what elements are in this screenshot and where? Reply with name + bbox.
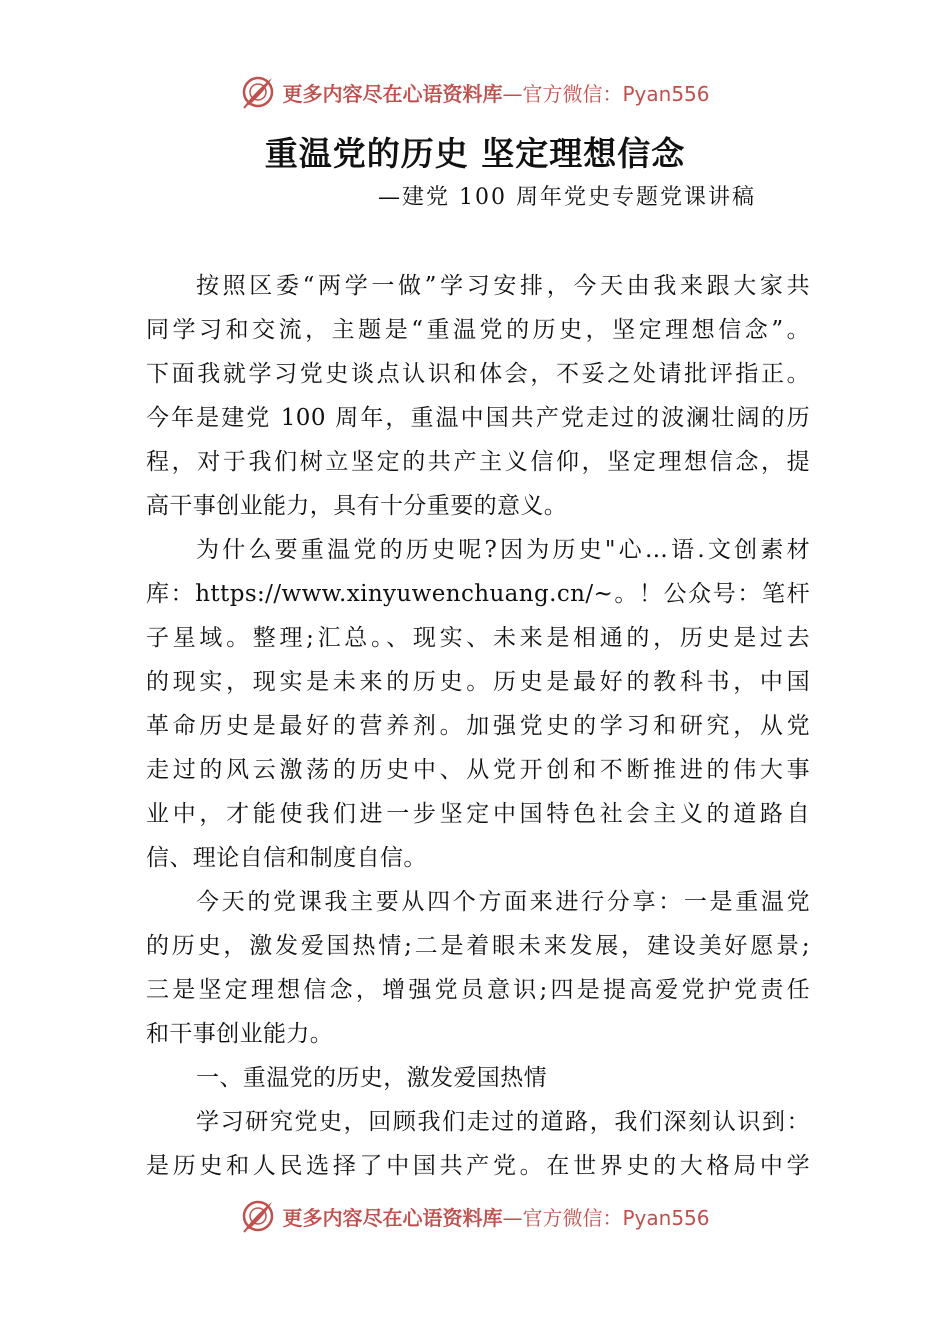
body-line: 今天的党课我主要从四个方面来进行分享：一是重温党 bbox=[196, 889, 810, 915]
body-line: 按照区委“两学一做”学习安排，今天由我来跟大家共 bbox=[196, 273, 810, 299]
body-line: 和干事创业能力。 bbox=[146, 1021, 334, 1047]
watermark-label: 官方微信： bbox=[522, 1205, 623, 1230]
body-line: 下面我就学习党史谈点认识和体会，不妥之处请批评指正。 bbox=[146, 361, 810, 387]
watermark-separator: — bbox=[502, 81, 523, 106]
document-title: 重温党的历史 坚定理想信念 bbox=[264, 134, 686, 173]
body-line: 业中，才能使我们进一步坚定中国特色社会主义的道路自 bbox=[146, 801, 810, 827]
quill-logo-icon bbox=[240, 74, 276, 110]
body-line: 走过的风云激荡的历史中、从党开创和不断推进的伟大事 bbox=[146, 757, 810, 783]
body-line: 今年是建党 100 周年，重温中国共产党走过的波澜壮阔的历 bbox=[146, 405, 810, 431]
body-line: 为什么要重温党的历史呢?因为历史"心…语.文创素材 bbox=[196, 537, 810, 563]
body-line: 程，对于我们树立坚定的共产主义信仰，坚定理想信念，提 bbox=[146, 449, 810, 475]
body-line: 同学习和交流，主题是“重温党的历史，坚定理想信念”。 bbox=[146, 317, 810, 343]
body-line: 的现实，现实是未来的历史。历史是最好的教科书，中国 bbox=[146, 669, 810, 695]
body-line: 的历史，激发爱国热情;二是着眼未来发展，建设美好愿景; bbox=[146, 933, 810, 959]
document-subtitle: —建党 100 周年党史专题党课讲稿 bbox=[378, 185, 756, 210]
document-body bbox=[146, 264, 810, 1188]
body-line: 子星域。整理;汇总。、现实、未来是相通的，历史是过去 bbox=[146, 625, 810, 651]
footer-watermark bbox=[0, 1196, 950, 1236]
body-line: 学习研究党史，回顾我们走过的道路，我们深刻认识到： bbox=[196, 1109, 810, 1135]
section-heading: 一、重温党的历史，激发爱国热情 bbox=[196, 1065, 547, 1091]
body-line: 三是坚定理想信念，增强党员意识;四是提高爱党护党责任 bbox=[146, 977, 810, 1003]
body-line: 信、理论自信和制度自信。 bbox=[146, 845, 427, 871]
body-line: 库：https://www.xinyuwenchuang.cn/~。！公众号：笔杆 bbox=[146, 581, 810, 607]
body-line: 革命历史是最好的营养剂。加强党史的学习和研究，从党 bbox=[146, 713, 810, 739]
header-watermark bbox=[0, 72, 950, 112]
watermark-main: 更多内容尽在心语资料库 bbox=[282, 1205, 503, 1230]
watermark-handle: Pyan556 bbox=[622, 81, 710, 106]
watermark-separator: — bbox=[502, 1205, 523, 1230]
watermark-text bbox=[282, 1202, 709, 1231]
body-line: 是历史和人民选择了中国共产党。在世界史的大格局中学 bbox=[146, 1153, 810, 1179]
quill-logo-icon bbox=[240, 1198, 276, 1234]
watermark-handle: Pyan556 bbox=[622, 1205, 710, 1230]
watermark-main: 更多内容尽在心语资料库 bbox=[282, 81, 503, 106]
body-line: 高干事创业能力，具有十分重要的意义。 bbox=[146, 493, 568, 519]
watermark-label: 官方微信： bbox=[522, 81, 623, 106]
watermark-text bbox=[282, 78, 709, 107]
